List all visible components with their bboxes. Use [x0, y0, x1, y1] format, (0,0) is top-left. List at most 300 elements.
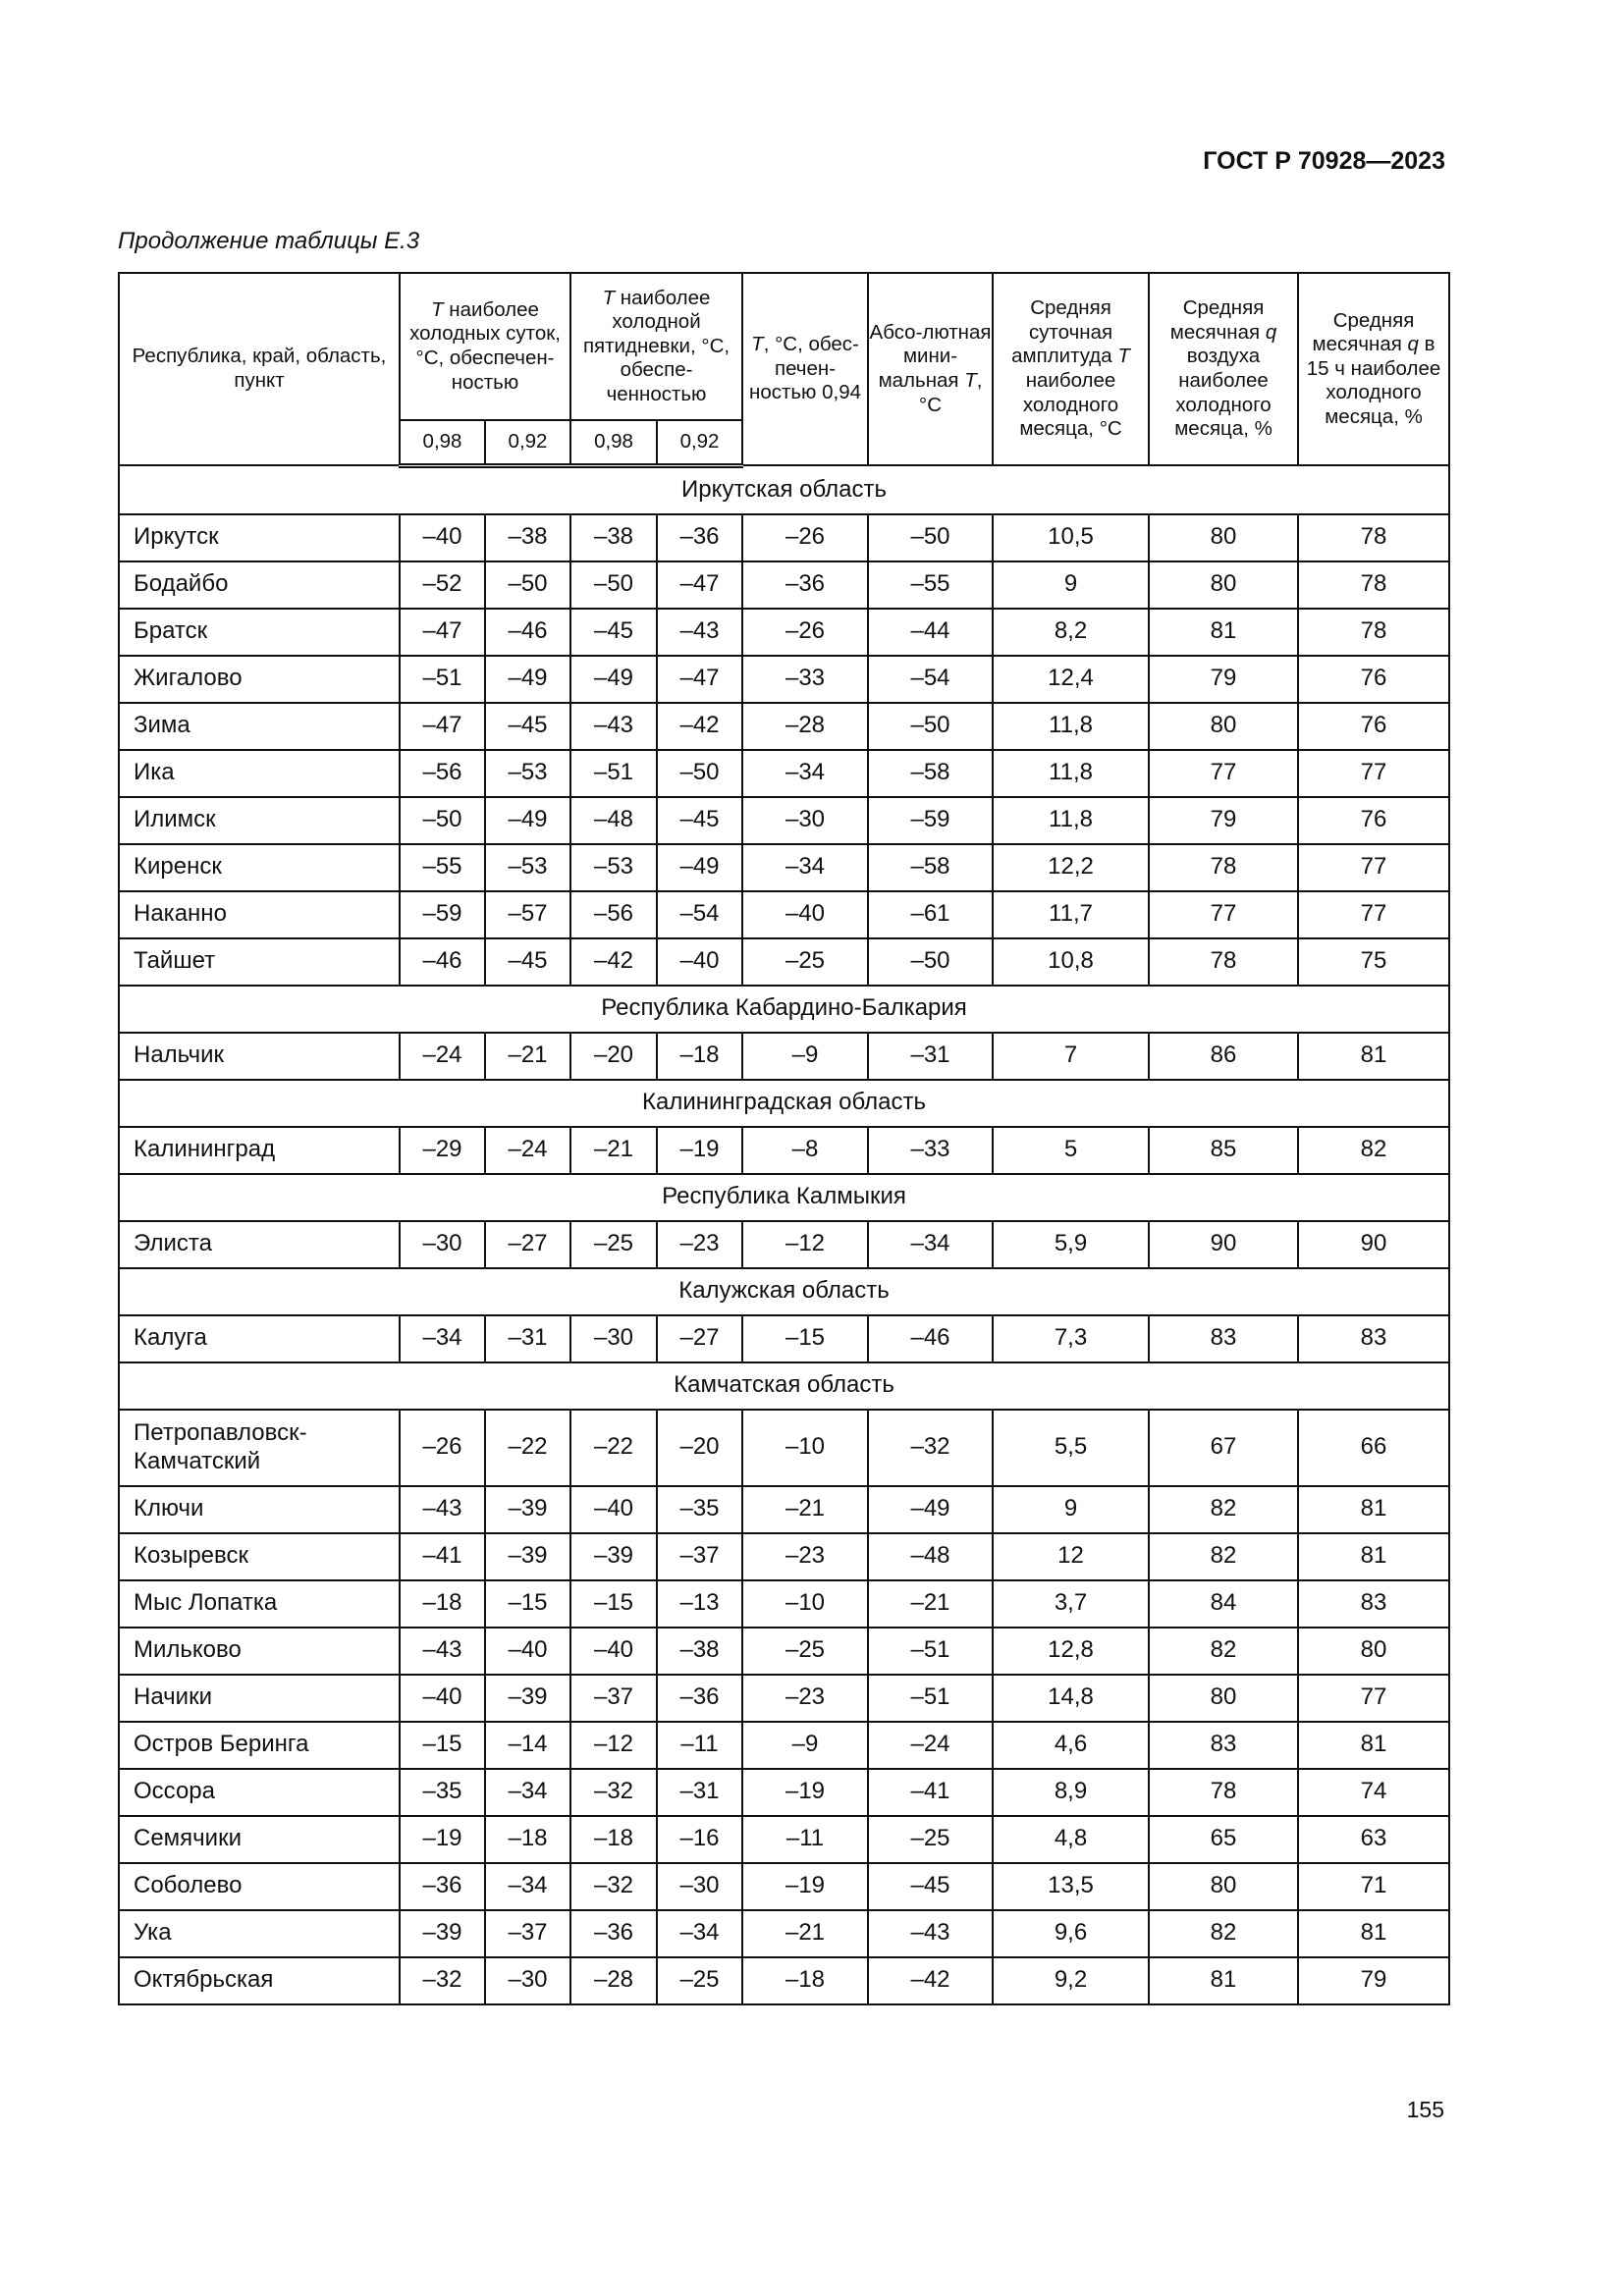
t-five-098: –12	[570, 1722, 657, 1769]
table-row	[119, 1722, 1449, 1769]
t-day-098: –34	[400, 1315, 485, 1362]
amplitude: 13,5	[993, 1863, 1149, 1910]
t-five-092: –47	[657, 561, 742, 609]
table-row	[119, 656, 1449, 703]
table-row	[119, 1675, 1449, 1722]
t-day-098: –29	[400, 1127, 485, 1174]
place-name: Соболево	[119, 1863, 400, 1910]
q-air: 84	[1149, 1580, 1298, 1628]
t-day-098: –19	[400, 1816, 485, 1863]
q-15h: 74	[1298, 1769, 1449, 1816]
page-number: 155	[1406, 2097, 1444, 2122]
t-five-092: –45	[657, 797, 742, 844]
q-air: 83	[1149, 1315, 1298, 1362]
t-day-098: –18	[400, 1580, 485, 1628]
t-day-098: –30	[400, 1221, 485, 1268]
t-day-098: –50	[400, 797, 485, 844]
climate-table	[118, 272, 1450, 2005]
t-day-092: –14	[485, 1722, 570, 1769]
table-row	[119, 797, 1449, 844]
t-five-092: –34	[657, 1910, 742, 1957]
t-day-098: –55	[400, 844, 485, 891]
abs-min: –51	[868, 1675, 993, 1722]
q-air: 90	[1149, 1221, 1298, 1268]
t-day-092: –27	[485, 1221, 570, 1268]
table-row	[119, 514, 1449, 561]
q-air: 77	[1149, 750, 1298, 797]
t-day-098: –35	[400, 1769, 485, 1816]
q-air: 85	[1149, 1127, 1298, 1174]
abs-min: –50	[868, 514, 993, 561]
t-five-098: –32	[570, 1769, 657, 1816]
region-name: Иркутская область	[119, 465, 1449, 514]
header-sub-day-098: 0,98	[400, 420, 485, 465]
amplitude: 11,8	[993, 750, 1149, 797]
t-five-098: –20	[570, 1033, 657, 1080]
region-row	[119, 465, 1449, 514]
abs-min: –24	[868, 1722, 993, 1769]
amplitude: 9,6	[993, 1910, 1149, 1957]
place-name: Бодайбо	[119, 561, 400, 609]
abs-min: –58	[868, 750, 993, 797]
t-094: –15	[742, 1315, 868, 1362]
place-name: Петропавловск- Камчатский	[119, 1410, 400, 1486]
abs-min: –32	[868, 1410, 993, 1486]
t-day-092: –24	[485, 1127, 570, 1174]
region-name: Камчатская область	[119, 1362, 1449, 1410]
t-day-092: –34	[485, 1769, 570, 1816]
q-air: 79	[1149, 656, 1298, 703]
t-five-098: –50	[570, 561, 657, 609]
t-five-092: –35	[657, 1486, 742, 1533]
t-day-092: –18	[485, 1816, 570, 1863]
t-five-092: –42	[657, 703, 742, 750]
t-five-092: –19	[657, 1127, 742, 1174]
t-day-098: –43	[400, 1628, 485, 1675]
abs-min: –34	[868, 1221, 993, 1268]
t-five-098: –56	[570, 891, 657, 938]
t-day-092: –34	[485, 1863, 570, 1910]
table-row	[119, 891, 1449, 938]
region-row	[119, 1080, 1449, 1127]
t-five-098: –36	[570, 1910, 657, 1957]
t-five-098: –43	[570, 703, 657, 750]
q-15h: 82	[1298, 1127, 1449, 1174]
t-094: –8	[742, 1127, 868, 1174]
place-name: Жигалово	[119, 656, 400, 703]
abs-min: –54	[868, 656, 993, 703]
place-name: Ука	[119, 1910, 400, 1957]
q-15h: 81	[1298, 1533, 1449, 1580]
amplitude: 7	[993, 1033, 1149, 1080]
t-five-092: –37	[657, 1533, 742, 1580]
abs-min: –55	[868, 561, 993, 609]
abs-min: –51	[868, 1628, 993, 1675]
q-air: 80	[1149, 703, 1298, 750]
t-day-092: –37	[485, 1910, 570, 1957]
place-name: Илимск	[119, 797, 400, 844]
place-name: Калуга	[119, 1315, 400, 1362]
t-day-092: –30	[485, 1957, 570, 2004]
table-row	[119, 1910, 1449, 1957]
amplitude: 9	[993, 561, 1149, 609]
header-sub-day-092: 0,92	[485, 420, 570, 465]
q-air: 67	[1149, 1410, 1298, 1486]
table-row	[119, 750, 1449, 797]
t-day-098: –46	[400, 938, 485, 986]
t-five-092: –36	[657, 514, 742, 561]
header-q-air: Средняя месячная q воздуха наиболее холодного месяца, %	[1149, 273, 1298, 465]
place-name: Иркутск	[119, 514, 400, 561]
t-five-092: –13	[657, 1580, 742, 1628]
q-air: 82	[1149, 1628, 1298, 1675]
t-five-092: –20	[657, 1410, 742, 1486]
t-day-098: –36	[400, 1863, 485, 1910]
abs-min: –44	[868, 609, 993, 656]
q-15h: 78	[1298, 514, 1449, 561]
t-day-098: –59	[400, 891, 485, 938]
t-day-098: –32	[400, 1957, 485, 2004]
region-name: Калининградская область	[119, 1080, 1449, 1127]
t-day-092: –45	[485, 703, 570, 750]
t-094: –23	[742, 1533, 868, 1580]
abs-min: –58	[868, 844, 993, 891]
q-15h: 83	[1298, 1580, 1449, 1628]
region-row	[119, 1174, 1449, 1221]
abs-min: –50	[868, 703, 993, 750]
amplitude: 5	[993, 1127, 1149, 1174]
t-five-092: –49	[657, 844, 742, 891]
q-air: 80	[1149, 561, 1298, 609]
q-air: 82	[1149, 1910, 1298, 1957]
abs-min: –48	[868, 1533, 993, 1580]
place-name: Мыс Лопатка	[119, 1580, 400, 1628]
t-day-092: –39	[485, 1675, 570, 1722]
q-air: 77	[1149, 891, 1298, 938]
t-five-098: –51	[570, 750, 657, 797]
t-five-092: –43	[657, 609, 742, 656]
table-row	[119, 609, 1449, 656]
t-day-092: –49	[485, 797, 570, 844]
place-name: Мильково	[119, 1628, 400, 1675]
amplitude: 3,7	[993, 1580, 1149, 1628]
t-day-092: –53	[485, 750, 570, 797]
amplitude: 10,8	[993, 938, 1149, 986]
q-15h: 71	[1298, 1863, 1449, 1910]
amplitude: 4,6	[993, 1722, 1149, 1769]
q-15h: 75	[1298, 938, 1449, 986]
place-name: Ика	[119, 750, 400, 797]
t-day-092: –40	[485, 1628, 570, 1675]
q-air: 79	[1149, 797, 1298, 844]
t-five-092: –50	[657, 750, 742, 797]
t-five-092: –11	[657, 1722, 742, 1769]
t-094: –30	[742, 797, 868, 844]
t-day-092: –46	[485, 609, 570, 656]
table-caption: Продолжение таблицы Е.3	[118, 228, 420, 254]
t-094: –40	[742, 891, 868, 938]
q-15h: 79	[1298, 1957, 1449, 2004]
table-row	[119, 844, 1449, 891]
t-day-098: –52	[400, 561, 485, 609]
header-place: Республика, край, область, пункт	[119, 273, 400, 465]
t-094: –9	[742, 1033, 868, 1080]
q-air: 65	[1149, 1816, 1298, 1863]
t-day-098: –47	[400, 703, 485, 750]
place-name: Братск	[119, 609, 400, 656]
t-day-092: –49	[485, 656, 570, 703]
t-094: –33	[742, 656, 868, 703]
t-day-098: –41	[400, 1533, 485, 1580]
q-15h: 76	[1298, 797, 1449, 844]
place-name: Ключи	[119, 1486, 400, 1533]
q-air: 82	[1149, 1533, 1298, 1580]
t-five-098: –37	[570, 1675, 657, 1722]
abs-min: –50	[868, 938, 993, 986]
q-air: 78	[1149, 1769, 1298, 1816]
amplitude: 12	[993, 1533, 1149, 1580]
table-row	[119, 1816, 1449, 1863]
amplitude: 12,2	[993, 844, 1149, 891]
q-15h: 78	[1298, 609, 1449, 656]
t-five-098: –42	[570, 938, 657, 986]
t-day-092: –50	[485, 561, 570, 609]
table-row	[119, 1863, 1449, 1910]
abs-min: –25	[868, 1816, 993, 1863]
header-sub-five-092: 0,92	[657, 420, 742, 465]
q-air: 81	[1149, 609, 1298, 656]
t-094: –25	[742, 1628, 868, 1675]
place-name: Семячики	[119, 1816, 400, 1863]
amplitude: 8,2	[993, 609, 1149, 656]
header-coldest-day: T наиболее холодных суток, °С, обеспечен-ностью	[400, 273, 570, 420]
q-15h: 81	[1298, 1033, 1449, 1080]
q-15h: 78	[1298, 561, 1449, 609]
place-name: Октябрьская	[119, 1957, 400, 2004]
t-day-092: –31	[485, 1315, 570, 1362]
q-15h: 77	[1298, 750, 1449, 797]
abs-min: –33	[868, 1127, 993, 1174]
t-day-098: –26	[400, 1410, 485, 1486]
amplitude: 5,5	[993, 1410, 1149, 1486]
t-five-098: –39	[570, 1533, 657, 1580]
amplitude: 11,8	[993, 703, 1149, 750]
table-row	[119, 1127, 1449, 1174]
place-name: Киренск	[119, 844, 400, 891]
q-air: 80	[1149, 1675, 1298, 1722]
t-day-098: –39	[400, 1910, 485, 1957]
place-name: Остров Беринга	[119, 1722, 400, 1769]
q-15h: 81	[1298, 1910, 1449, 1957]
header-q-15h: Средняя месячная q в 15 ч наиболее холодного месяца, %	[1298, 273, 1449, 465]
t-094: –11	[742, 1816, 868, 1863]
t-094: –25	[742, 938, 868, 986]
amplitude: 7,3	[993, 1315, 1149, 1362]
abs-min: –21	[868, 1580, 993, 1628]
t-day-092: –15	[485, 1580, 570, 1628]
table-row	[119, 1315, 1449, 1362]
table-body	[119, 465, 1449, 2004]
t-094: –23	[742, 1675, 868, 1722]
t-day-098: –40	[400, 514, 485, 561]
q-15h: 90	[1298, 1221, 1449, 1268]
abs-min: –46	[868, 1315, 993, 1362]
q-15h: 80	[1298, 1628, 1449, 1675]
header-absolute-min: Абсо-лютная мини-мальная T, °С	[868, 273, 993, 465]
document-title: ГОСТ Р 70928—2023	[1203, 147, 1445, 175]
header-daily-amplitude: Средняя суточная амплитуда T наиболее холодного месяца, °С	[993, 273, 1149, 465]
table-header	[119, 273, 1449, 465]
place-name: Элиста	[119, 1221, 400, 1268]
t-five-098: –40	[570, 1486, 657, 1533]
t-day-092: –39	[485, 1486, 570, 1533]
q-15h: 66	[1298, 1410, 1449, 1486]
table-row	[119, 1769, 1449, 1816]
abs-min: –49	[868, 1486, 993, 1533]
region-row	[119, 986, 1449, 1033]
place-name: Козыревск	[119, 1533, 400, 1580]
t-094: –21	[742, 1910, 868, 1957]
q-15h: 77	[1298, 1675, 1449, 1722]
t-five-092: –38	[657, 1628, 742, 1675]
table-row	[119, 1486, 1449, 1533]
t-five-092: –31	[657, 1769, 742, 1816]
header-t-094: T, °С, обес-печен-ностью 0,94	[742, 273, 868, 465]
t-five-098: –21	[570, 1127, 657, 1174]
t-day-092: –57	[485, 891, 570, 938]
t-five-092: –30	[657, 1863, 742, 1910]
table-row	[119, 1628, 1449, 1675]
table-row	[119, 1033, 1449, 1080]
q-15h: 77	[1298, 891, 1449, 938]
table-row	[119, 938, 1449, 986]
header-sub-five-098: 0,98	[570, 420, 657, 465]
t-five-092: –23	[657, 1221, 742, 1268]
place-name: Калининград	[119, 1127, 400, 1174]
q-15h: 81	[1298, 1486, 1449, 1533]
amplitude: 10,5	[993, 514, 1149, 561]
q-air: 78	[1149, 844, 1298, 891]
t-five-098: –40	[570, 1628, 657, 1675]
t-day-098: –47	[400, 609, 485, 656]
table-row	[119, 561, 1449, 609]
q-15h: 76	[1298, 656, 1449, 703]
t-five-098: –15	[570, 1580, 657, 1628]
q-air: 78	[1149, 938, 1298, 986]
t-day-098: –40	[400, 1675, 485, 1722]
t-five-098: –53	[570, 844, 657, 891]
amplitude: 14,8	[993, 1675, 1149, 1722]
place-name: Зима	[119, 703, 400, 750]
t-094: –26	[742, 609, 868, 656]
place-name: Начики	[119, 1675, 400, 1722]
t-five-098: –22	[570, 1410, 657, 1486]
region-name: Республика Кабардино-Балкария	[119, 986, 1449, 1033]
t-five-092: –18	[657, 1033, 742, 1080]
t-five-092: –40	[657, 938, 742, 986]
t-094: –21	[742, 1486, 868, 1533]
place-name: Наканно	[119, 891, 400, 938]
amplitude: 8,9	[993, 1769, 1149, 1816]
t-five-092: –54	[657, 891, 742, 938]
t-094: –12	[742, 1221, 868, 1268]
table-row	[119, 1221, 1449, 1268]
abs-min: –43	[868, 1910, 993, 1957]
t-094: –28	[742, 703, 868, 750]
table-row	[119, 703, 1449, 750]
header-coldest-five-day: T наиболее холодной пятидневки, °С, обеспе-ченностью	[570, 273, 742, 420]
t-day-092: –45	[485, 938, 570, 986]
t-094: –34	[742, 844, 868, 891]
t-day-092: –21	[485, 1033, 570, 1080]
t-day-098: –43	[400, 1486, 485, 1533]
amplitude: 9,2	[993, 1957, 1149, 2004]
t-094: –36	[742, 561, 868, 609]
amplitude: 12,4	[993, 656, 1149, 703]
table-row	[119, 1533, 1449, 1580]
t-day-092: –53	[485, 844, 570, 891]
t-five-098: –25	[570, 1221, 657, 1268]
region-row	[119, 1362, 1449, 1410]
amplitude: 5,9	[993, 1221, 1149, 1268]
t-094: –26	[742, 514, 868, 561]
t-five-098: –38	[570, 514, 657, 561]
t-094: –18	[742, 1957, 868, 2004]
q-air: 86	[1149, 1033, 1298, 1080]
t-094: –10	[742, 1410, 868, 1486]
region-row	[119, 1268, 1449, 1315]
q-air: 80	[1149, 1863, 1298, 1910]
q-air: 81	[1149, 1957, 1298, 2004]
t-five-098: –48	[570, 797, 657, 844]
t-five-092: –36	[657, 1675, 742, 1722]
q-15h: 77	[1298, 844, 1449, 891]
t-five-092: –25	[657, 1957, 742, 2004]
amplitude: 11,7	[993, 891, 1149, 938]
place-name: Оссора	[119, 1769, 400, 1816]
abs-min: –61	[868, 891, 993, 938]
q-15h: 63	[1298, 1816, 1449, 1863]
t-day-098: –56	[400, 750, 485, 797]
abs-min: –41	[868, 1769, 993, 1816]
q-air: 83	[1149, 1722, 1298, 1769]
q-air: 80	[1149, 514, 1298, 561]
table-row	[119, 1580, 1449, 1628]
t-five-092: –47	[657, 656, 742, 703]
region-name: Республика Калмыкия	[119, 1174, 1449, 1221]
t-day-092: –38	[485, 514, 570, 561]
t-094: –10	[742, 1580, 868, 1628]
q-air: 82	[1149, 1486, 1298, 1533]
abs-min: –59	[868, 797, 993, 844]
q-15h: 81	[1298, 1722, 1449, 1769]
amplitude: 9	[993, 1486, 1149, 1533]
table-row	[119, 1410, 1449, 1486]
t-day-092: –22	[485, 1410, 570, 1486]
t-five-098: –45	[570, 609, 657, 656]
abs-min: –31	[868, 1033, 993, 1080]
t-five-098: –18	[570, 1816, 657, 1863]
place-name: Тайшет	[119, 938, 400, 986]
t-five-092: –27	[657, 1315, 742, 1362]
table-row	[119, 1957, 1449, 2004]
t-five-098: –32	[570, 1863, 657, 1910]
t-094: –19	[742, 1769, 868, 1816]
amplitude: 4,8	[993, 1816, 1149, 1863]
amplitude: 12,8	[993, 1628, 1149, 1675]
t-five-092: –16	[657, 1816, 742, 1863]
t-five-098: –49	[570, 656, 657, 703]
